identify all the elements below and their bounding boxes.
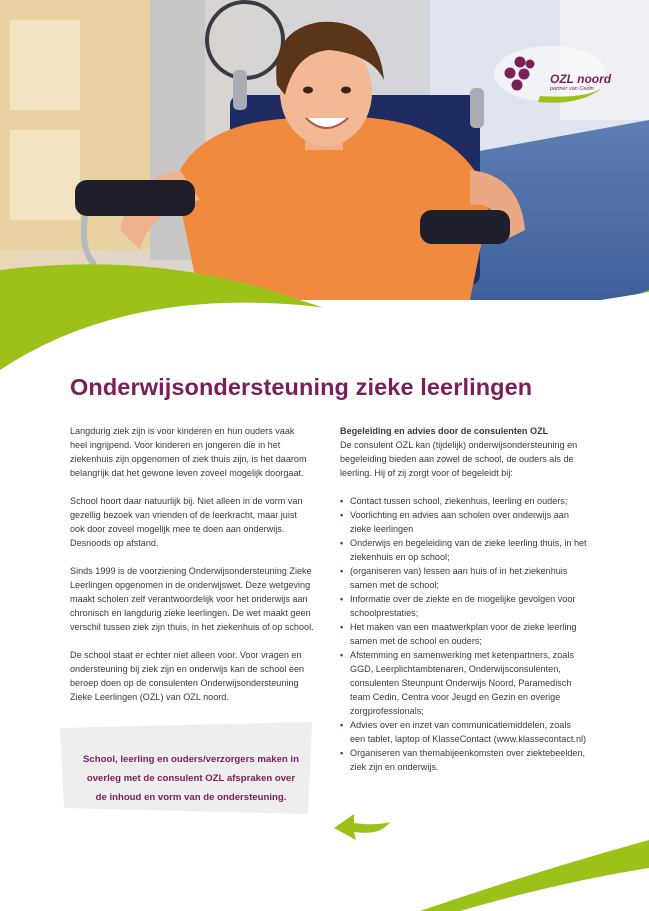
- logo-tagline: partner van Cedin: [550, 86, 594, 92]
- paragraph: Langdurig ziek zijn is voor kinderen en hun ouders vaak heel ingrijpend. Voor kinderen en jongeren die in het ziekenhuis zijn opgenomen of ziek thuis zijn, is het daarom belangrijk dat het gewone leven zoveel mogelijk doorgaat.: [70, 426, 307, 478]
- bullet-icon: •: [340, 538, 344, 548]
- list-item: • Advies over en inzet van communicatiemiddelen, zoals een tablet, laptop of KlasseContact (www.klassecontact.nl): [340, 720, 587, 744]
- page-title: Onderwijsondersteuning zieke leerlingen: [70, 374, 533, 400]
- bullet-icon: •: [340, 594, 344, 604]
- paragraph: Sinds 1999 is de voorziening Onderwijsondersteuning Zieke Leerlingen opgenomen in de onderwijswet. Deze wetgeving maakt scholen zelf verantwoordelijk voor het onderwijs aan chronisch en langdurig zieke leerlingen. De wet maakt geen verschil tussen ziek zijn thuis, in het ziekenhuis of op school.: [70, 566, 314, 632]
- section-intro: De consulent OZL kan (tijdelijk) onderwijsondersteuning en begeleiding bieden aan zowel de school, de ouders als de leerling. Hij of zij zorgt voor of begeleidt bij:: [340, 440, 578, 478]
- list-item: • Organiseren van themabijeenkomsten over ziektebeelden, ziek zijn en onderwijs.: [340, 748, 586, 772]
- curved-arrow-left-icon: [328, 806, 398, 846]
- bullet-icon: •: [340, 748, 344, 758]
- paragraph: School hoort daar natuurlijk bij. Niet alleen in de vorm van gezellig bezoek van vrienden of de leerkracht, maar juist ook door zoveel mogelijk mee te doen aan onderwijs. Desnoods op afstand.: [70, 496, 303, 548]
- list-item: • Contact tussen school, ziekenhuis, leerling en ouders;: [340, 496, 568, 506]
- list-item: • Voorlichting en advies aan scholen over onderwijs aan zieke leerlingen: [340, 510, 569, 534]
- list-item: • Informatie over de ziekte en de mogelijke gevolgen voor schoolprestaties;: [340, 594, 576, 618]
- bullet-icon: •: [340, 566, 344, 576]
- quote-text: School, leerling en ouders/verzorgers maken in overleg met de consulent OZL afspraken over de inhoud en vorm van de ondersteuning.: [83, 754, 299, 803]
- bullet-icon: •: [340, 496, 344, 506]
- bullet-icon: •: [340, 720, 344, 730]
- bullet-icon: •: [340, 650, 344, 660]
- list-item: • Afstemming en samenwerking met ketenpartners, zoals GGD, Leerplichtambtenaren, Onderwijsconsulenten, consulenten Steunpunt Onderwijs Noord, Paramedisch team Cedin, Centra voor Jeugd en Gezin en overige zorgprofessionals;: [340, 650, 574, 716]
- logo-name: OZL noord: [550, 72, 612, 86]
- list-item: • Het maken van een maatwerkplan voor de zieke leerling samen met de school en ouders;: [340, 622, 577, 646]
- support-list: [340, 494, 588, 774]
- bottom-green-wave: [420, 830, 649, 911]
- bullet-icon: •: [340, 510, 344, 520]
- bullet-icon: •: [340, 622, 344, 632]
- paragraph: De school staat er echter niet alleen voor. Voor vragen en ondersteuning bij ziek zijn en onderwijs kan de school een beroep doen op de consulenten Onderwijsondersteuning Zieke Leerlingen (OZL) van OZL noord.: [70, 650, 305, 702]
- list-item: • Onderwijs en begeleiding van de zieke leerling thuis, in het ziekenhuis en op school;: [340, 538, 587, 562]
- section-heading: Begeleiding en advies door de consulenten OZL: [340, 426, 549, 436]
- right-column: [340, 424, 588, 774]
- left-column: [70, 424, 314, 718]
- list-item: • (organiseren van) lessen aan huis of in het ziekenhuis samen met de school;: [340, 566, 568, 590]
